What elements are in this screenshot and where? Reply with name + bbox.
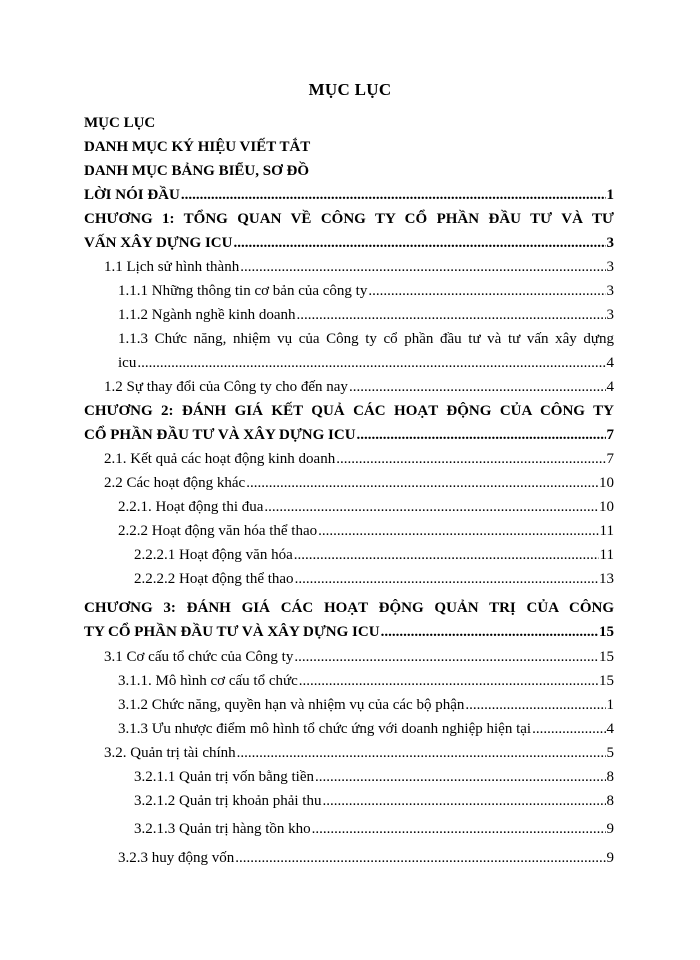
toc-page-number: 3 bbox=[606, 307, 614, 323]
dot-leader bbox=[295, 567, 598, 591]
toc-entry-label: 3.1.3 Ưu nhược điểm mô hình tổ chức ứng với doanh nghiệp hiện tại bbox=[118, 721, 532, 737]
dot-leader bbox=[368, 279, 605, 303]
dot-leader bbox=[318, 519, 598, 543]
toc-entry-label: 2.2 Các hoạt động khác bbox=[104, 475, 246, 491]
toc-entry-label: 1.2 Sự thay đổi của Công ty cho đến nay bbox=[104, 379, 348, 395]
toc-entry-2-2[interactable] bbox=[104, 471, 614, 495]
dot-leader bbox=[532, 717, 605, 741]
toc-entry-label: 3.1 Cơ cấu tổ chức của Công ty bbox=[104, 649, 294, 665]
chapter-heading: VẤN XÂY DỰNG ICU bbox=[84, 235, 233, 251]
toc-entry-3-1-3[interactable] bbox=[118, 717, 614, 741]
toc-chapter-2-line2[interactable] bbox=[84, 423, 614, 447]
toc-entry-loi-noi-dau[interactable] bbox=[84, 183, 614, 207]
dot-leader bbox=[294, 543, 599, 567]
toc-entry-3-2-1-2[interactable] bbox=[134, 789, 614, 813]
toc-page-number: 7 bbox=[606, 451, 614, 467]
toc-entry-label: 2.2.2 Hoạt động văn hóa thể thao bbox=[118, 523, 318, 539]
dot-leader bbox=[137, 351, 605, 375]
toc-entry-2-1[interactable] bbox=[104, 447, 614, 471]
chapter-heading: CHƯƠNG 3: ĐÁNH GIÁ CÁC HOẠT ĐỘNG QUẢN TRỊ CỦA CÔNG bbox=[84, 600, 614, 616]
toc-entry-label: 1.1.2 Ngành nghề kinh doanh bbox=[118, 307, 296, 323]
toc-page-number: 3 bbox=[606, 259, 614, 275]
toc-entry-label: LỜI NÓI ĐẦU bbox=[84, 187, 180, 203]
toc-entry-label: 1.1.1 Những thông tin cơ bản của công ty bbox=[118, 283, 368, 299]
dot-leader bbox=[233, 231, 605, 255]
chapter-heading: CHƯƠNG 1: TỔNG QUAN VỀ CÔNG TY CỔ PHẦN ĐẦU TƯ VÀ TƯ bbox=[84, 211, 614, 227]
toc-page-number: 1 bbox=[606, 187, 614, 203]
chapter-heading: CỔ PHẦN ĐẦU TƯ VÀ XÂY DỰNG ICU bbox=[84, 427, 356, 443]
toc-entry-3-1-1[interactable] bbox=[118, 669, 614, 693]
toc-entry-2-2-2-2[interactable] bbox=[134, 567, 614, 591]
dot-leader bbox=[237, 741, 606, 765]
toc-entry-3-2-1-3[interactable] bbox=[134, 817, 614, 841]
toc-page-number: 11 bbox=[599, 547, 614, 563]
dot-leader bbox=[312, 817, 606, 841]
dot-leader bbox=[381, 620, 598, 644]
toc-entry-3-2[interactable] bbox=[104, 741, 614, 765]
dot-leader bbox=[296, 303, 605, 327]
toc-entry-1-1[interactable] bbox=[104, 255, 614, 279]
toc-entry-3-1[interactable] bbox=[104, 645, 614, 669]
toc-entry-1-1-3-cont[interactable] bbox=[118, 351, 614, 375]
toc-entry-label: 3.2.1.1 Quản trị vốn bằng tiền bbox=[134, 769, 314, 785]
toc-page-number: 3 bbox=[606, 235, 614, 251]
dot-leader bbox=[336, 447, 605, 471]
toc-chapter-1-line2[interactable] bbox=[84, 231, 614, 255]
toc-entry-label: 3.2.1.3 Quản trị hàng tồn kho bbox=[134, 821, 311, 837]
toc-entry-2-2-2-1[interactable] bbox=[134, 543, 614, 567]
toc-entry-label: 2.2.2.2 Hoạt động thể thao bbox=[134, 571, 294, 587]
toc-entry-label: 2.2.1. Hoạt động thi đua bbox=[118, 499, 264, 515]
toc-page-number: 4 bbox=[606, 721, 614, 737]
toc-entry-1-1-2[interactable] bbox=[118, 303, 614, 327]
dot-leader bbox=[264, 495, 598, 519]
toc-entry-label: 1.1 Lịch sử hình thành bbox=[104, 259, 240, 275]
toc-entry-label: 2.1. Kết quả các hoạt động kinh doanh bbox=[104, 451, 336, 467]
toc-entry-bang-bieu[interactable] bbox=[84, 159, 614, 183]
toc-entry-1-1-1[interactable] bbox=[118, 279, 614, 303]
toc-page-number: 3 bbox=[606, 283, 614, 299]
toc-chapter-3-line1[interactable] bbox=[84, 596, 614, 620]
toc-chapter-1-line1[interactable] bbox=[84, 207, 614, 231]
toc-page-number: 15 bbox=[599, 673, 614, 689]
toc-entry-1-2[interactable] bbox=[104, 375, 614, 399]
toc-entry-label: 3.1.2 Chức năng, quyền hạn và nhiệm vụ của các bộ phận bbox=[118, 697, 465, 713]
dot-leader bbox=[322, 789, 605, 813]
toc-entry-label: 3.2.1.2 Quản trị khoản phải thu bbox=[134, 793, 322, 809]
dot-leader bbox=[349, 375, 606, 399]
dot-leader bbox=[465, 693, 605, 717]
page-title: MỤC LỤC bbox=[308, 80, 392, 99]
toc-entry-1-1-3[interactable] bbox=[118, 327, 614, 351]
toc-entry-label: DANH MỤC BẢNG BIỂU, SƠ ĐỒ bbox=[84, 163, 310, 179]
toc-entry-label: 2.2.2.1 Hoạt động văn hóa bbox=[134, 547, 293, 563]
chapter-heading: CHƯƠNG 2: ĐÁNH GIÁ KẾT QUẢ CÁC HOẠT ĐỘNG CỦA CÔNG TY bbox=[84, 403, 614, 419]
toc-page-number: 5 bbox=[606, 745, 614, 761]
dot-leader bbox=[181, 183, 606, 207]
toc-entry-label: 3.1.1. Mô hình cơ cấu tổ chức bbox=[118, 673, 298, 689]
toc-page-number: 11 bbox=[599, 523, 614, 539]
dot-leader bbox=[299, 669, 598, 693]
toc-entry-muc-luc[interactable] bbox=[84, 111, 614, 135]
toc-entry-label: 3.2. Quản trị tài chính bbox=[104, 745, 236, 761]
toc-entry-2-2-1[interactable] bbox=[118, 495, 614, 519]
dot-leader bbox=[315, 765, 606, 789]
dot-leader bbox=[240, 255, 605, 279]
toc-entry-label: 1.1.3 Chức năng, nhiệm vụ của Công ty cổ phần đầu tư và tư vấn xây dựng bbox=[118, 331, 614, 347]
toc-page-number: 9 bbox=[606, 850, 614, 866]
toc-page-number: 13 bbox=[599, 571, 614, 587]
chapter-heading: TY CỔ PHẦN ĐẦU TƯ VÀ XÂY DỰNG ICU bbox=[84, 624, 380, 640]
toc-page-number: 4 bbox=[606, 379, 614, 395]
toc-page-number: 15 bbox=[599, 649, 614, 665]
dot-leader bbox=[294, 645, 598, 669]
dot-leader bbox=[235, 846, 605, 870]
toc-entry-3-2-3[interactable] bbox=[118, 846, 614, 870]
toc-entry-label: 3.2.3 huy động vốn bbox=[118, 850, 235, 866]
toc-entry-label: icu bbox=[118, 355, 137, 371]
toc-entry-label: DANH MỤC KÝ HIỆU VIẾT TẮT bbox=[84, 139, 311, 155]
toc-page-number: 7 bbox=[606, 427, 614, 443]
toc-page-number: 10 bbox=[599, 475, 614, 491]
toc-entry-3-1-2[interactable] bbox=[118, 693, 614, 717]
toc-page-number: 8 bbox=[606, 769, 614, 785]
toc-page-number: 15 bbox=[599, 624, 614, 640]
toc-page-number: 4 bbox=[606, 355, 614, 371]
toc-page-number: 10 bbox=[599, 499, 614, 515]
toc-page-number: 9 bbox=[606, 821, 614, 837]
toc-entry-ky-hieu[interactable] bbox=[84, 135, 614, 159]
toc-chapter-2-line1[interactable] bbox=[84, 399, 614, 423]
toc-entry-2-2-2[interactable] bbox=[118, 519, 614, 543]
toc-chapter-3-line2[interactable] bbox=[84, 620, 614, 644]
toc-entry-3-2-1-1[interactable] bbox=[134, 765, 614, 789]
dot-leader bbox=[357, 423, 606, 447]
dot-leader bbox=[246, 471, 598, 495]
toc-entry-label: MỤC LỤC bbox=[84, 115, 156, 131]
toc-page-number: 1 bbox=[606, 697, 614, 713]
toc-page-number: 8 bbox=[606, 793, 614, 809]
